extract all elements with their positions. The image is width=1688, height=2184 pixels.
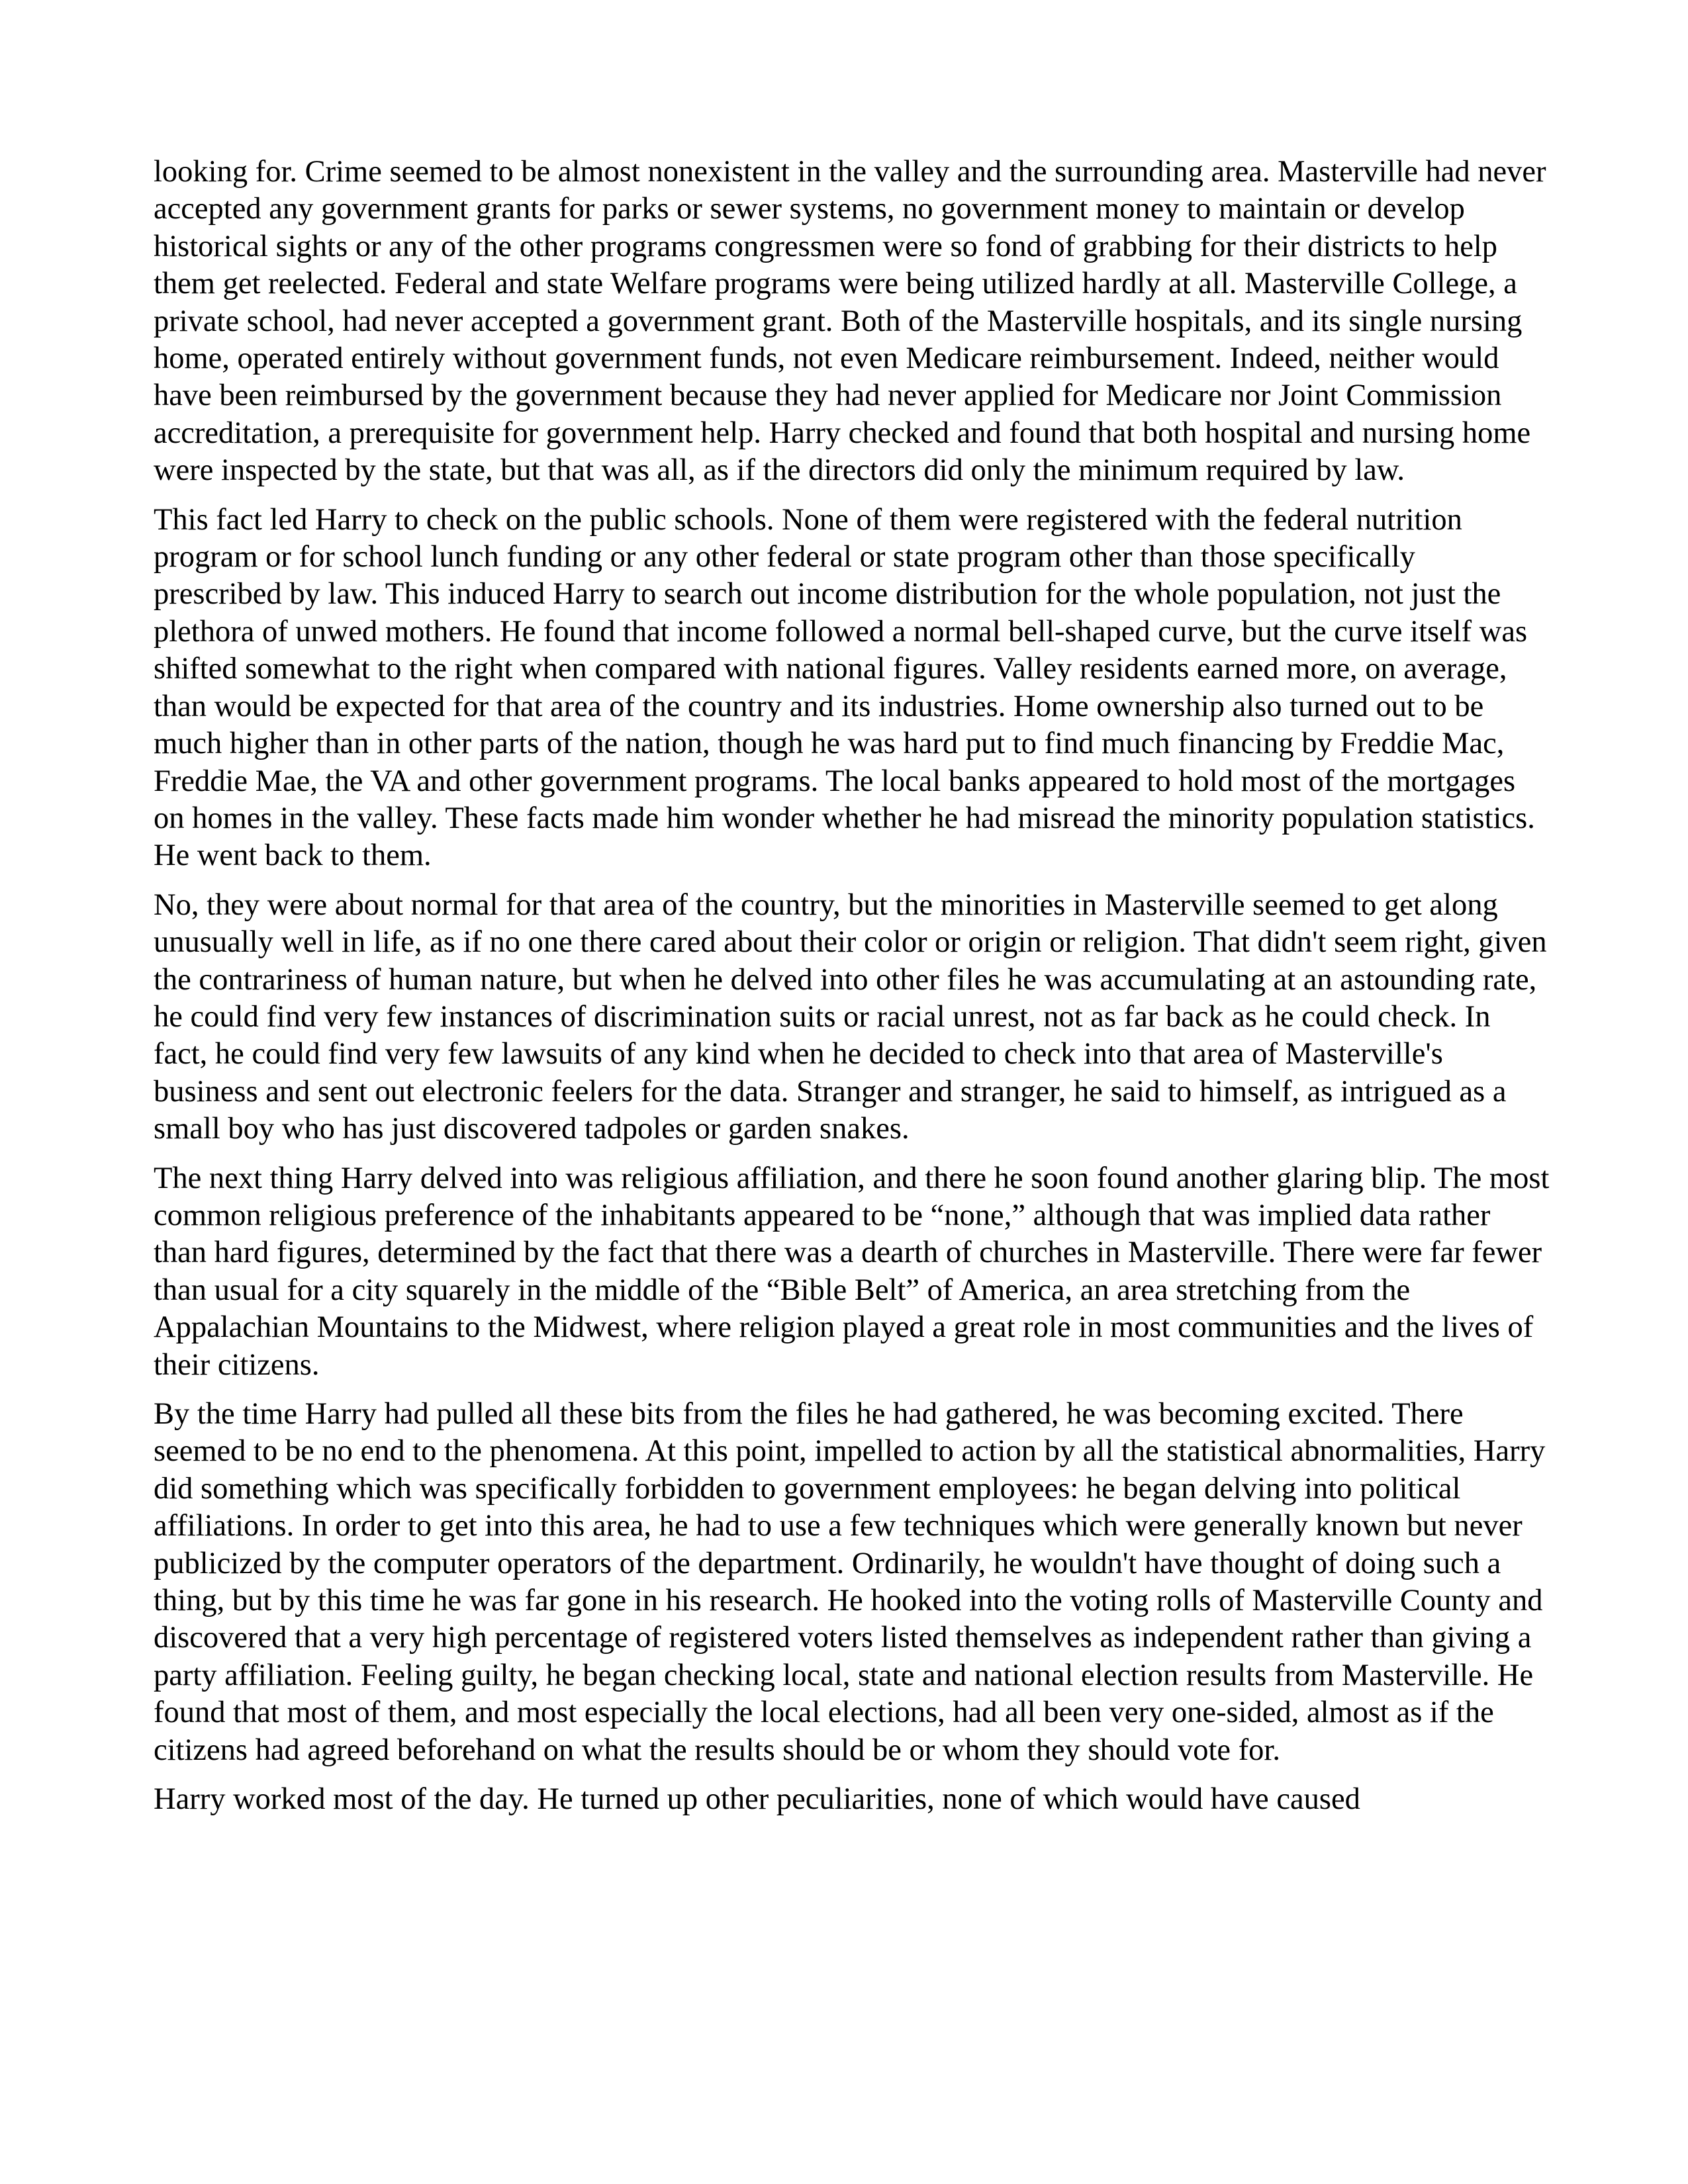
paragraph-3: No, they were about normal for that area of the country, but the minorities in Masterville seemed to get along unusually well in life, as if no one there cared about their color or origin or religion. That didn't seem right, given the contrariness of human nature, but when he delved into other files he was accumulating at an astounding rate, he could find very few instances of discrimination suits or racial unrest, not as far back as he could check. In fact, he could find very few lawsuits of any kind when he decided to check into that area of Masterville's business and sent out electronic feelers for the data. Stranger and stranger, he said to himself, as intrigued as a small boy who has just discovered tadpoles or garden snakes.: [154, 887, 1547, 1146]
paragraph-2: This fact led Harry to check on the public schools. None of them were registered with the federal nutrition program or for school lunch funding or any other federal or state program other than those specifically prescribed by law. This induced Harry to search out income distribution for the whole population, not just the plethora of unwed mothers. He found that income followed a normal bell-shaped curve, but the curve itself was shifted somewhat to the right when compared with national figures. Valley residents earned more, on average, than would be expected for that area of the country and its industries. Home ownership also turned out to be much higher than in other parts of the nation, though he was hard put to find much financing by Freddie Mac, Freddie Mae, the VA and other government programs. The local banks appeared to hold most of the mortgages on homes in the valley. These facts made him wonder whether he had misread the minority population statistics. He went back to them.: [154, 502, 1535, 873]
paragraph-6: Harry worked most of the day. He turned up other peculiarities, none of which would have caused: [154, 1782, 1360, 1817]
paragraph-1: looking for. Crime seemed to be almost nonexistent in the valley and the surrounding area. Masterville had never accepted any government grants for parks or sewer systems, no government money to maintain or develop historical sights or any of the other programs congressmen were so fond of grabbing for their districts to help them get reelected. Federal and state Welfare programs were being utilized hardly at all. Masterville College, a private school, had never accepted a government grant. Both of the Masterville hospitals, and its single nursing home, operated entirely without government funds, not even Medicare reimbursement. Indeed, neither would have been reimbursed by the government because they had never applied for Medicare nor Joint Commission accreditation, a prerequisite for government help. Harry checked and found that both hospital and nursing home were inspected by the state, but that was all, as if the directors did only the minimum required by law.: [154, 155, 1546, 488]
paragraph-5: By the time Harry had pulled all these bits from the files he had gathered, he was becoming excited. There seemed to be no end to the phenomena. At this point, impelled to action by all the statistical abnormalities, Harry did something which was specifically forbidden to government employees: he began delving into political affiliations. In order to get into this area, he had to use a few techniques which were generally known but never publicized by the computer operators of the department. Ordinarily, he wouldn't have thought of doing such a thing, but by this time he was far gone in his research. He hooked into the voting rolls of Masterville County and discovered that a very high percentage of registered voters listed themselves as independent rather than giving a party affiliation. Feeling guilty, he began checking local, state and national election results from Masterville. He found that most of them, and most especially the local elections, had all been very one-sided, almost as if the citizens had agreed beforehand on what the results should be or whom they should vote for.: [154, 1397, 1546, 1767]
paragraph-4: The next thing Harry delved into was religious affiliation, and there he soon found another glaring blip. The most common religious preference of the inhabitants appeared to be “none,” although that was implied data rather than hard figures, determined by the fact that there was a dearth of churches in Masterville. There were far fewer than usual for a city squarely in the middle of the “Bible Belt” of America, an area stretching from the Appalachian Mountains to the Midwest, where religion played a great role in most communities and the lives of their citizens.: [154, 1161, 1550, 1382]
body-text: [154, 154, 1550, 1830]
